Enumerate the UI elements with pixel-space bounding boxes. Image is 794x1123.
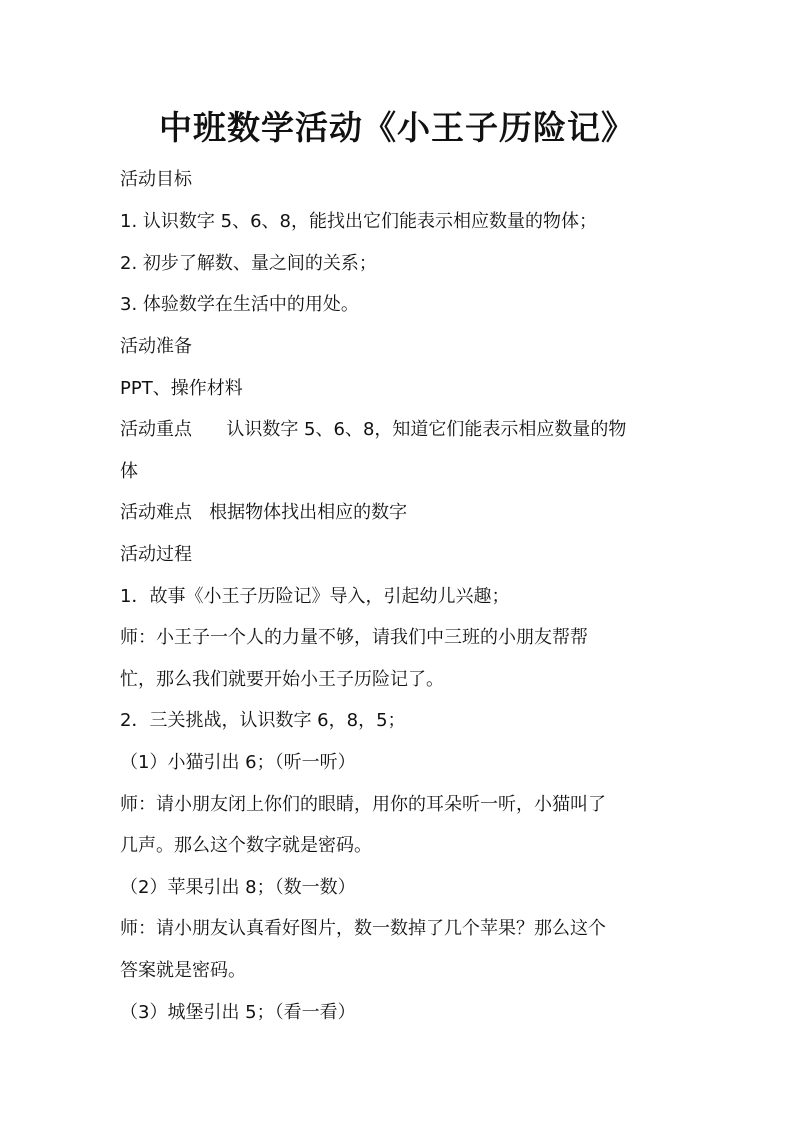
goal-item-2: 2. 初步了解数、量之间的关系； — [120, 253, 377, 274]
teacher-line-2-continued: 几声。那么这个数字就是密码。 — [120, 835, 372, 856]
key-point-line: 活动重点 认识数字 5、6、8，知道它们能表示相应数量的物 — [120, 419, 627, 440]
teacher-line-2: 师：请小朋友闭上你们的眼睛，用你的耳朵听一听，小猫叫了 — [120, 794, 606, 815]
process-step-1: 1．故事《小王子历险记》导入，引起幼儿兴趣； — [120, 586, 510, 607]
goal-item-1: 1. 认识数字 5、6、8，能找出它们能表示相应数量的物体； — [120, 211, 597, 232]
challenge-1-heading: （1）小猫引出 6；（听一听） — [120, 752, 356, 773]
section-heading-preparation: 活动准备 — [120, 336, 192, 357]
section-heading-process: 活动过程 — [120, 544, 192, 565]
process-step-2: 2．三关挑战，认识数字 6，8，5； — [120, 710, 406, 731]
key-point-continuation: 体 — [120, 461, 138, 482]
goal-item-3: 3. 体验数学在生活中的用处。 — [120, 294, 359, 315]
document-title: 中班数学活动《小王子历险记》 — [159, 108, 635, 147]
preparation-materials: PPT、操作材料 — [120, 378, 243, 399]
teacher-line-1-continued: 忙，那么我们就要开始小王子历险记了。 — [120, 669, 444, 690]
teacher-line-1: 师：小王子一个人的力量不够，请我们中三班的小朋友帮帮 — [120, 627, 588, 648]
challenge-3-heading: （3）城堡引出 5；（看一看） — [120, 1002, 356, 1023]
teacher-line-3-continued: 答案就是密码。 — [120, 960, 246, 981]
challenge-2-heading: （2）苹果引出 8；（数一数） — [120, 877, 356, 898]
teacher-line-3: 师：请小朋友认真看好图片，数一数掉了几个苹果？那么这个 — [120, 918, 606, 939]
section-heading-goals: 活动目标 — [120, 169, 192, 190]
difficulty-line: 活动难点 根据物体找出相应的数字 — [120, 502, 408, 523]
